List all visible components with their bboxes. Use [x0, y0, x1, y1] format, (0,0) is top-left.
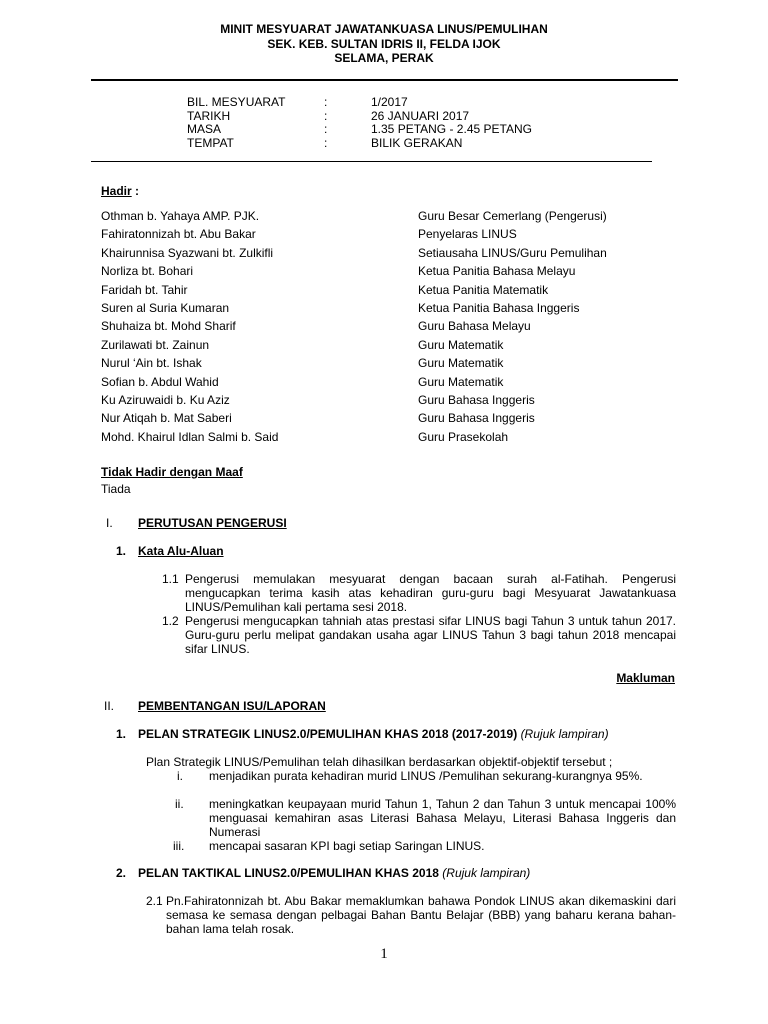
member-role: Ketua Panitia Bahasa Melayu: [418, 264, 576, 278]
item-text: Pn.Fahiratonnizah bt. Abu Bakar memaklumkan bahawa Pondok LINUS akan dikemaskini dari semasa ke semasa dengan pelbagai Bahan Bantu Belajar (BBB) yang baharu kerana bahan-bahan lama telah rosak.: [166, 894, 676, 936]
objective-number: ii.: [175, 797, 184, 811]
member-role: Guru Prasekolah: [418, 430, 509, 444]
member-name: Norliza bt. Bohari: [101, 264, 194, 278]
plan-intro: Plan Strategik LINUS/Pemulihan telah dihasilkan berdasarkan objektif-objektif tersebut ;: [146, 755, 613, 769]
member-role: Guru Matematik: [418, 338, 504, 352]
objective-text: meningkatkan keupayaan murid Tahun 1, Tahun 2 dan Tahun 3 untuk mencapai 100% menguasai kemahiran asas Literasi Bahasa Melayu, Literasi Bahasa Inggeris dan Numerasi: [209, 797, 676, 839]
member-name: Faridah bt. Tahir: [101, 283, 188, 297]
item-number: 2.1: [146, 894, 163, 908]
page-number: 1: [380, 946, 388, 962]
info-divider: [91, 161, 652, 162]
item-text: Pengerusi mengucapkan tahniah atas prestasi sifar LINUS bagi Tahun 3 untuk tahun 2017. Guru-guru perlu melipat gandakan usaha agar LINUS Tahun 3 bagi tahun 2018 mencapai sifar LINUS.: [185, 614, 676, 656]
member-name: Shuhaiza bt. Mohd Sharif: [101, 319, 236, 333]
document-title: MINIT MESYUARAT JAWATANKUASA LINUS/PEMULIHAN: [220, 22, 548, 36]
section-title: PEMBENTANGAN ISU/LAPORAN: [138, 699, 326, 713]
item-number: 1.1: [162, 572, 179, 586]
objective-number: iii.: [173, 839, 185, 853]
member-role: Guru Bahasa Inggeris: [418, 393, 535, 407]
attendance-heading: Hadir :: [101, 184, 140, 198]
member-role: Guru Besar Cemerlang (Pengerusi): [418, 209, 607, 223]
section-title: PERUTUSAN PENGERUSI: [138, 516, 287, 530]
item-number: 1.2: [162, 614, 179, 628]
item-text: Pengerusi memulakan mesyuarat dengan bacaan surah al-Fatihah. Pengerusi mengucapkan terima kasih atas kehadiran guru-guru bagi Mesyuarat Jawatankuasa LINUS/Pemulihan kali pertama sesi 2018.: [185, 572, 676, 614]
info-value: 26 JANUARI 2017: [371, 109, 470, 123]
subsection-title: Kata Alu-Aluan: [138, 544, 224, 558]
member-name: Mohd. Khairul Idlan Salmi b. Said: [101, 430, 279, 444]
section-number: I.: [106, 516, 113, 530]
member-name: Fahiratonnizah bt. Abu Bakar: [101, 227, 256, 241]
objective-text: menjadikan purata kehadiran murid LINUS /Pemulihan sekurang-kurangnya 95%.: [209, 769, 643, 783]
school-location: SELAMA, PERAK: [334, 51, 434, 65]
member-name: Nur Atiqah b. Mat Saberi: [101, 411, 232, 425]
member-name: Ku Aziruwaidi b. Ku Aziz: [101, 393, 230, 407]
note-label: Makluman: [616, 671, 675, 685]
header-divider: [91, 79, 678, 81]
info-label: TEMPAT: [187, 136, 234, 150]
school-name: SEK. KEB. SULTAN IDRIS II, FELDA IJOK: [267, 37, 501, 51]
member-name: Sofian b. Abdul Wahid: [101, 375, 219, 389]
member-role: Ketua Panitia Bahasa Inggeris: [418, 301, 580, 315]
member-role: Guru Bahasa Melayu: [418, 319, 531, 333]
info-separator: :: [324, 122, 328, 136]
member-name: Nurul ‘Ain bt. Ishak: [101, 356, 202, 370]
absent-value: Tiada: [101, 482, 131, 496]
subsection-number: 1.: [116, 727, 127, 741]
subsection-number: 1.: [116, 544, 127, 558]
subsection-title: PELAN STRATEGIK LINUS2.0/PEMULIHAN KHAS 2018 (2017-2019) (Rujuk lampiran): [138, 727, 609, 741]
member-name: Suren al Suria Kumaran: [101, 301, 230, 315]
member-name: Othman b. Yahaya AMP. PJK.: [101, 209, 260, 223]
member-role: Ketua Panitia Matematik: [418, 283, 549, 297]
member-role: Setiausaha LINUS/Guru Pemulihan: [418, 246, 607, 260]
member-role: Guru Bahasa Inggeris: [418, 411, 535, 425]
member-role: Guru Matematik: [418, 356, 504, 370]
info-label: BIL. MESYUARAT: [187, 95, 286, 109]
info-value: 1/2017: [371, 95, 408, 109]
member-name: Khairunnisa Syazwani bt. Zulkifli: [101, 246, 274, 260]
subsection-title: PELAN TAKTIKAL LINUS2.0/PEMULIHAN KHAS 2018 (Rujuk lampiran): [138, 866, 531, 880]
absent-heading: Tidak Hadir dengan Maaf: [101, 465, 243, 479]
info-separator: :: [324, 136, 328, 150]
info-label: TARIKH: [187, 109, 231, 123]
member-role: Penyelaras LINUS: [418, 227, 517, 241]
member-role: Guru Matematik: [418, 375, 504, 389]
subsection-number: 2.: [116, 866, 127, 880]
info-value: BILIK GERAKAN: [371, 136, 463, 150]
section-number: II.: [104, 699, 115, 713]
objective-number: i.: [177, 769, 183, 783]
objective-text: mencapai sasaran KPI bagi setiap Saringan LINUS.: [209, 839, 485, 853]
info-label: MASA: [187, 122, 222, 136]
info-value: 1.35 PETANG - 2.45 PETANG: [371, 122, 532, 136]
info-separator: :: [324, 109, 328, 123]
info-separator: :: [324, 95, 328, 109]
member-name: Zurilawati bt. Zainun: [101, 338, 210, 352]
